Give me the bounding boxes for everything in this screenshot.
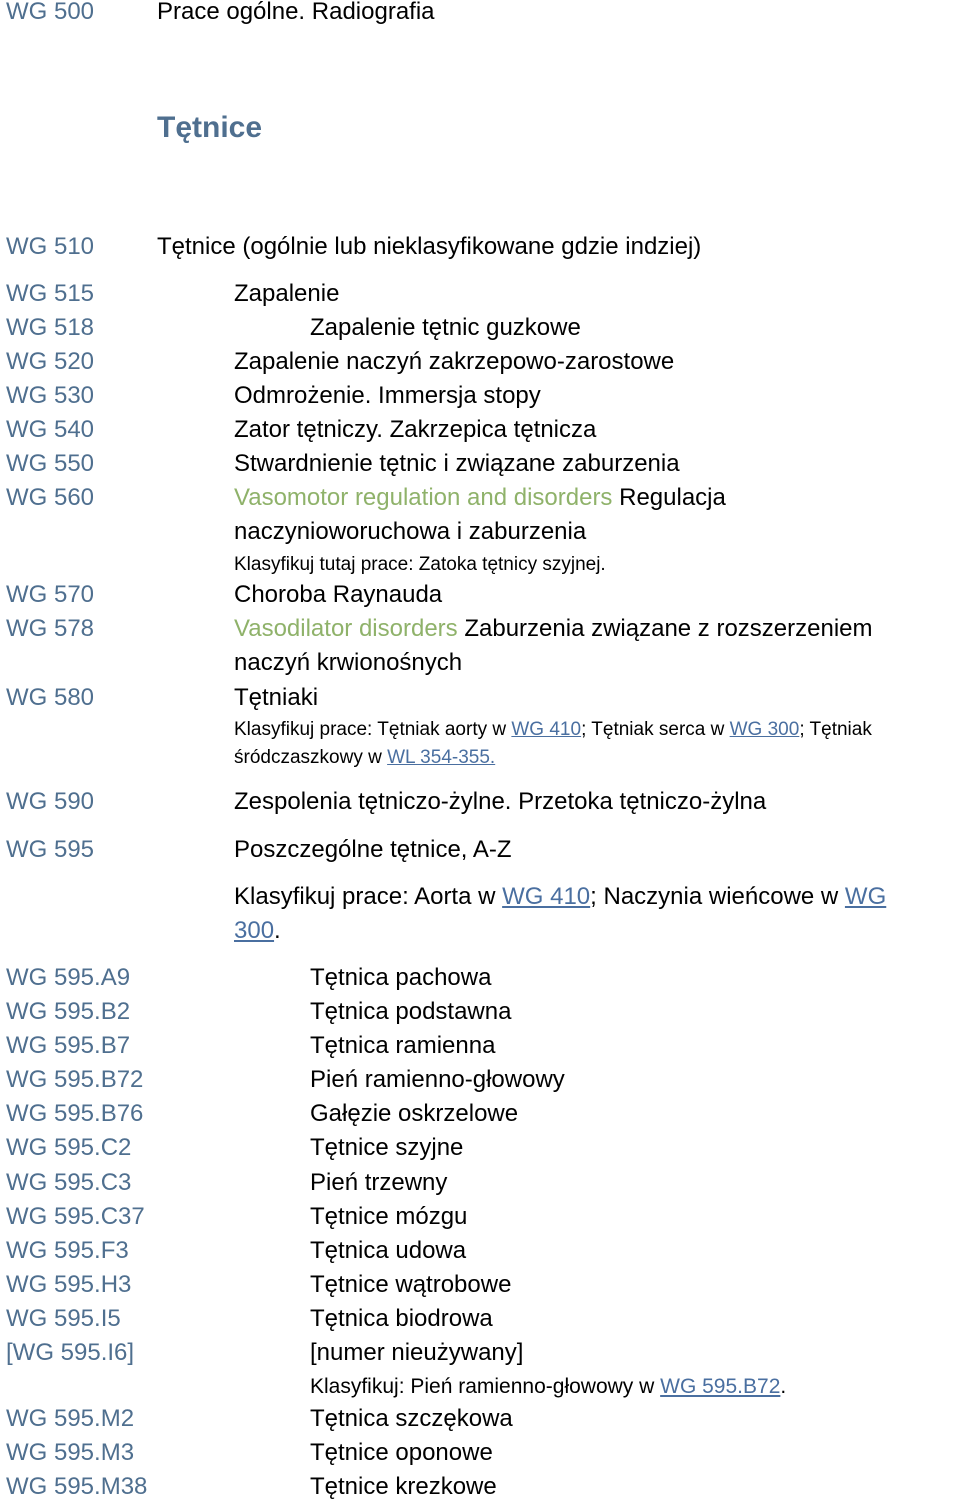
- entry-code-510: WG 510: [6, 233, 95, 260]
- sub-text: Tętnice szyjne: [310, 1134, 464, 1161]
- header-title: Prace ogólne. Radiografia: [157, 0, 435, 25]
- sub-text: Tętnica szczękowa: [310, 1405, 513, 1432]
- entry-code-530: WG 530: [6, 382, 95, 409]
- link-wg-300-b[interactable]: WG: [844, 883, 887, 910]
- entry-code-518: WG 518: [6, 314, 95, 341]
- entry-code-590: WG 590: [6, 788, 95, 815]
- sub-code: WG 595.M38: [6, 1473, 148, 1500]
- english-term-560: Vasomotor regulation and disorders: [234, 484, 613, 511]
- sub-code: WG 595.A9: [6, 964, 131, 991]
- entry-code-578: WG 578: [6, 615, 95, 642]
- english-term-578: Vasodilator disorders: [234, 615, 458, 642]
- section-title: Tętnice: [157, 111, 263, 144]
- sub-code: [WG 595.I6]: [6, 1339, 135, 1366]
- entry-code-560: WG 560: [6, 484, 95, 511]
- sub-code: WG 595.B72: [6, 1066, 144, 1093]
- sub-code: WG 595.B7: [6, 1032, 131, 1059]
- entry-note-595: Klasyfikuj prace: Aorta w WG 410; Naczynia wieńcowe w WG: [234, 883, 887, 910]
- entry-note-580: Klasyfikuj prace: Tętniak aorty w WG 410; Tętniak serca w WG 300; Tętniak: [234, 719, 872, 740]
- entry-text-550: Stwardnienie tętnic i związane zaburzenia: [234, 450, 680, 477]
- entry-note-580-cont: śródczaszkowy w WL 354-355.: [234, 747, 496, 768]
- sub-text: [numer nieużywany]: [310, 1339, 524, 1366]
- entry-text-560: Vasomotor regulation and disorders Regulacja: [234, 484, 726, 511]
- sub-text: Tętnica udowa: [310, 1237, 467, 1264]
- link-wg-410-b[interactable]: WG 410: [502, 883, 591, 910]
- sub-text: Tętnice wątrobowe: [310, 1271, 512, 1298]
- sub-code: WG 595.M3: [6, 1439, 135, 1466]
- link-wg-410[interactable]: WG 410: [511, 719, 582, 740]
- entry-text-590: Zespolenia tętniczo-żylne. Przetoka tętniczo-żylna: [234, 788, 767, 815]
- link-wg-595-b72[interactable]: WG 595.B72: [660, 1375, 781, 1398]
- entry-code-550: WG 550: [6, 450, 95, 477]
- entry-code-540: WG 540: [6, 416, 95, 443]
- entry-code-515: WG 515: [6, 280, 95, 307]
- entry-text-515: Zapalenie: [234, 280, 340, 307]
- entry-text-510: Tętnice (ogólnie lub nieklasyfikowane gdzie indziej): [157, 233, 702, 260]
- link-wg-300-b-cont[interactable]: 300: [234, 917, 275, 944]
- link-wg-300[interactable]: WG 300: [729, 719, 800, 740]
- link-wl-354-355[interactable]: WL 354-355.: [387, 747, 496, 768]
- entry-text-520: Zapalenie naczyń zakrzepowo-zarostowe: [234, 348, 675, 375]
- entry-note-560: Klasyfikuj tutaj prace: Zatoka tętnicy szyjnej.: [234, 554, 606, 575]
- header-code: WG 500: [6, 0, 95, 25]
- entry-text-570: Choroba Raynauda: [234, 581, 443, 608]
- sub-code: WG 595.B2: [6, 998, 131, 1025]
- sub-code: WG 595.M2: [6, 1405, 135, 1432]
- sub-code: WG 595.C2: [6, 1134, 132, 1161]
- i6-note: Klasyfikuj: Pień ramienno-głowowy w WG 595.B72.: [310, 1375, 787, 1398]
- sub-text: Tętnice mózgu: [310, 1203, 468, 1230]
- sub-code: WG 595.B76: [6, 1100, 144, 1127]
- sub-text: Tętnica podstawna: [310, 998, 512, 1025]
- sub-code: WG 595.C37: [6, 1203, 145, 1230]
- sub-text: Tętnica biodrowa: [310, 1305, 493, 1332]
- entry-text-540: Zator tętniczy. Zakrzepica tętnicza: [234, 416, 597, 443]
- sub-code: WG 595.F3: [6, 1237, 129, 1264]
- sub-text: Tętnice oponowe: [310, 1439, 493, 1466]
- entry-code-595: WG 595: [6, 836, 95, 863]
- sub-text: Gałęzie oskrzelowe: [310, 1100, 519, 1127]
- entry-note-595-cont: 300.: [234, 917, 281, 944]
- sub-text: Tętnice krezkowe: [310, 1473, 497, 1500]
- sub-text: Pień trzewny: [310, 1169, 448, 1196]
- entry-code-580: WG 580: [6, 684, 95, 711]
- sub-text: Tętnica pachowa: [310, 964, 492, 991]
- entry-code-570: WG 570: [6, 581, 95, 608]
- entry-text-530: Odmrożenie. Immersja stopy: [234, 382, 541, 409]
- sub-code: WG 595.C3: [6, 1169, 132, 1196]
- sub-text: Pień ramienno-głowowy: [310, 1066, 565, 1093]
- entry-code-520: WG 520: [6, 348, 95, 375]
- entry-text-560-cont: naczynioworuchowa i zaburzenia: [234, 518, 587, 545]
- entry-text-578-cont: naczyń krwionośnych: [234, 649, 463, 676]
- sub-code: WG 595.I5: [6, 1305, 121, 1332]
- entry-text-580: Tętniaki: [234, 684, 319, 711]
- entry-text-578: Vasodilator disorders Zaburzenia związane z rozszerzeniem: [234, 615, 873, 642]
- entry-text-595: Poszczególne tętnice, A-Z: [234, 836, 512, 863]
- entry-text-518: Zapalenie tętnic guzkowe: [310, 314, 581, 341]
- sub-code: WG 595.H3: [6, 1271, 132, 1298]
- sub-text: Tętnica ramienna: [310, 1032, 496, 1059]
